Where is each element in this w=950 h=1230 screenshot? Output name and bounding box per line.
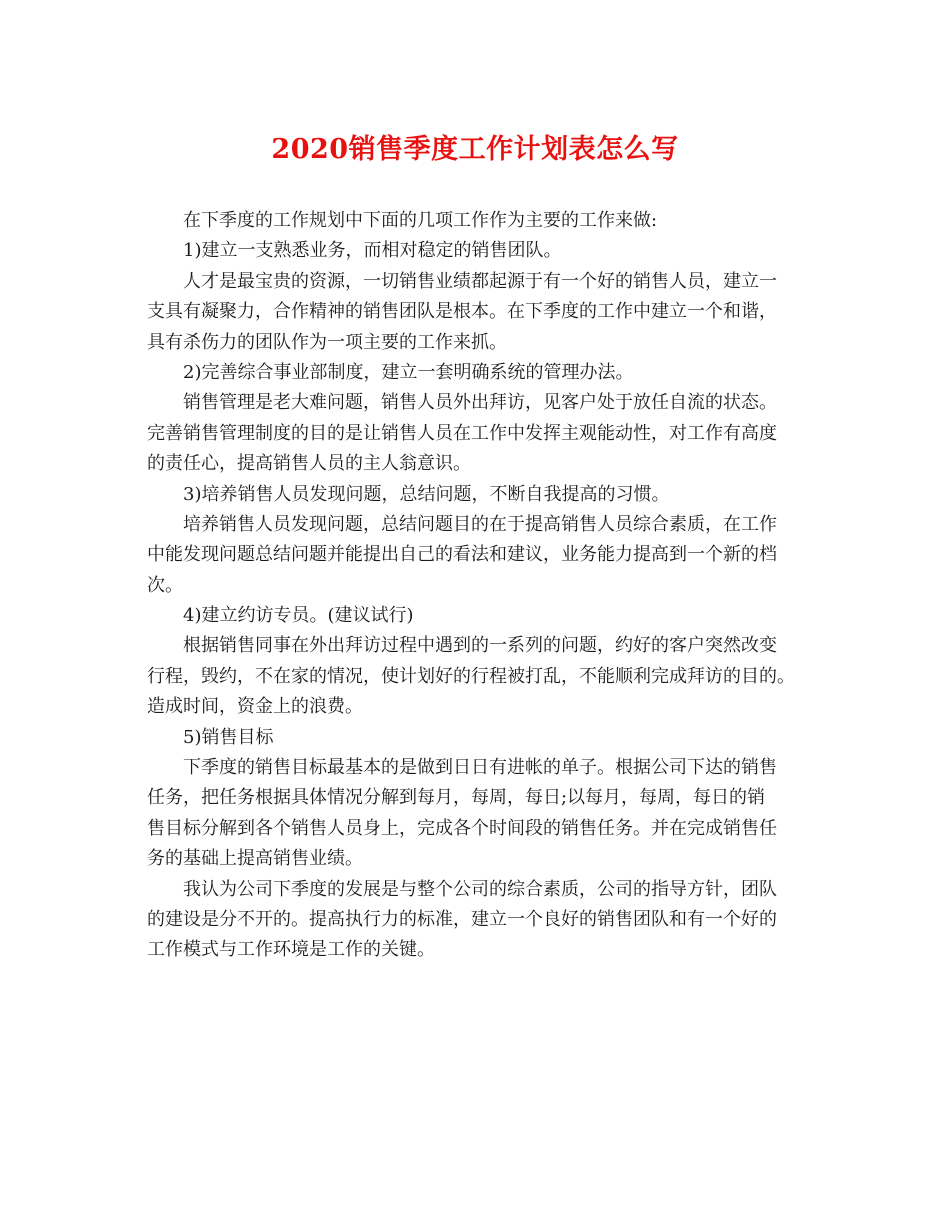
document-line: 务的基础上提高销售业绩。: [147, 848, 363, 870]
document-line: 售目标分解到各个销售人员身上，完成各个时间段的销售任务。并在完成销售任: [147, 817, 777, 839]
document-line: 销售管理是老大难问题，销售人员外出拜访，见客户处于放任自流的状态。: [183, 392, 777, 414]
document-line: 中能发现问题总结问题并能提出自己的看法和建议，业务能力提高到一个新的档: [147, 544, 777, 566]
document-line: 在下季度的工作规划中下面的几项工作作为主要的工作来做:: [183, 210, 658, 231]
document-title: 2020销售季度工作计划表怎么写: [271, 134, 679, 165]
document-line: 3)培养销售人员发现问题，总结问题，不断自我提高的习惯。: [183, 483, 670, 505]
document-line: 的建设是分不开的。提高执行力的标准，建立一个良好的销售团队和有一个好的: [147, 908, 777, 930]
document-line: 1)建立一支熟悉业务，而相对稳定的销售团队。: [183, 240, 562, 262]
document-line: 4)建立约访专员。(建议试行): [183, 605, 414, 627]
document-line: 工作模式与工作环境是工作的关键。: [147, 939, 435, 961]
document-body: [147, 206, 812, 966]
document-line: 任务，把任务根据具体情况分解到每月，每周，每日;以每月，每周，每日的销: [147, 787, 766, 809]
document-line: 我认为公司下季度的发展是与整个公司的综合素质，公司的指导方针，团队: [183, 878, 777, 900]
document-line: 的责任心，提高销售人员的主人翁意识。: [147, 453, 471, 475]
document-line: 2)完善综合事业部制度，建立一套明确系统的管理办法。: [183, 361, 634, 383]
document-line: 培养销售人员发现问题，总结问题目的在于提高销售人员综合素质，在工作: [183, 513, 777, 535]
document-line: 支具有凝聚力，合作精神的销售团队是根本。在下季度的工作中建立一个和谐，: [147, 301, 777, 323]
document-line: 5)销售目标: [183, 726, 274, 748]
document-line: 次。: [147, 574, 183, 596]
document-line: 行程，毁约，不在家的情况，使计划好的行程被打乱，不能顺利完成拜访的目的。: [147, 665, 795, 687]
document-line: 具有杀伤力的团队作为一项主要的工作来抓。: [147, 331, 507, 353]
document-line: 完善销售管理制度的目的是让销售人员在工作中发挥主观能动性，对工作有高度: [147, 422, 777, 444]
document-line: 根据销售同事在外出拜访过程中遇到的一系列的问题，约好的客户突然改变: [183, 635, 777, 657]
document-line: 人才是最宝贵的资源，一切销售业绩都起源于有一个好的销售人员，建立一: [183, 270, 777, 292]
document-line: 造成时间，资金上的浪费。: [147, 696, 363, 718]
document-line: 下季度的销售目标最基本的是做到日日有进帐的单子。根据公司下达的销售: [183, 757, 777, 779]
